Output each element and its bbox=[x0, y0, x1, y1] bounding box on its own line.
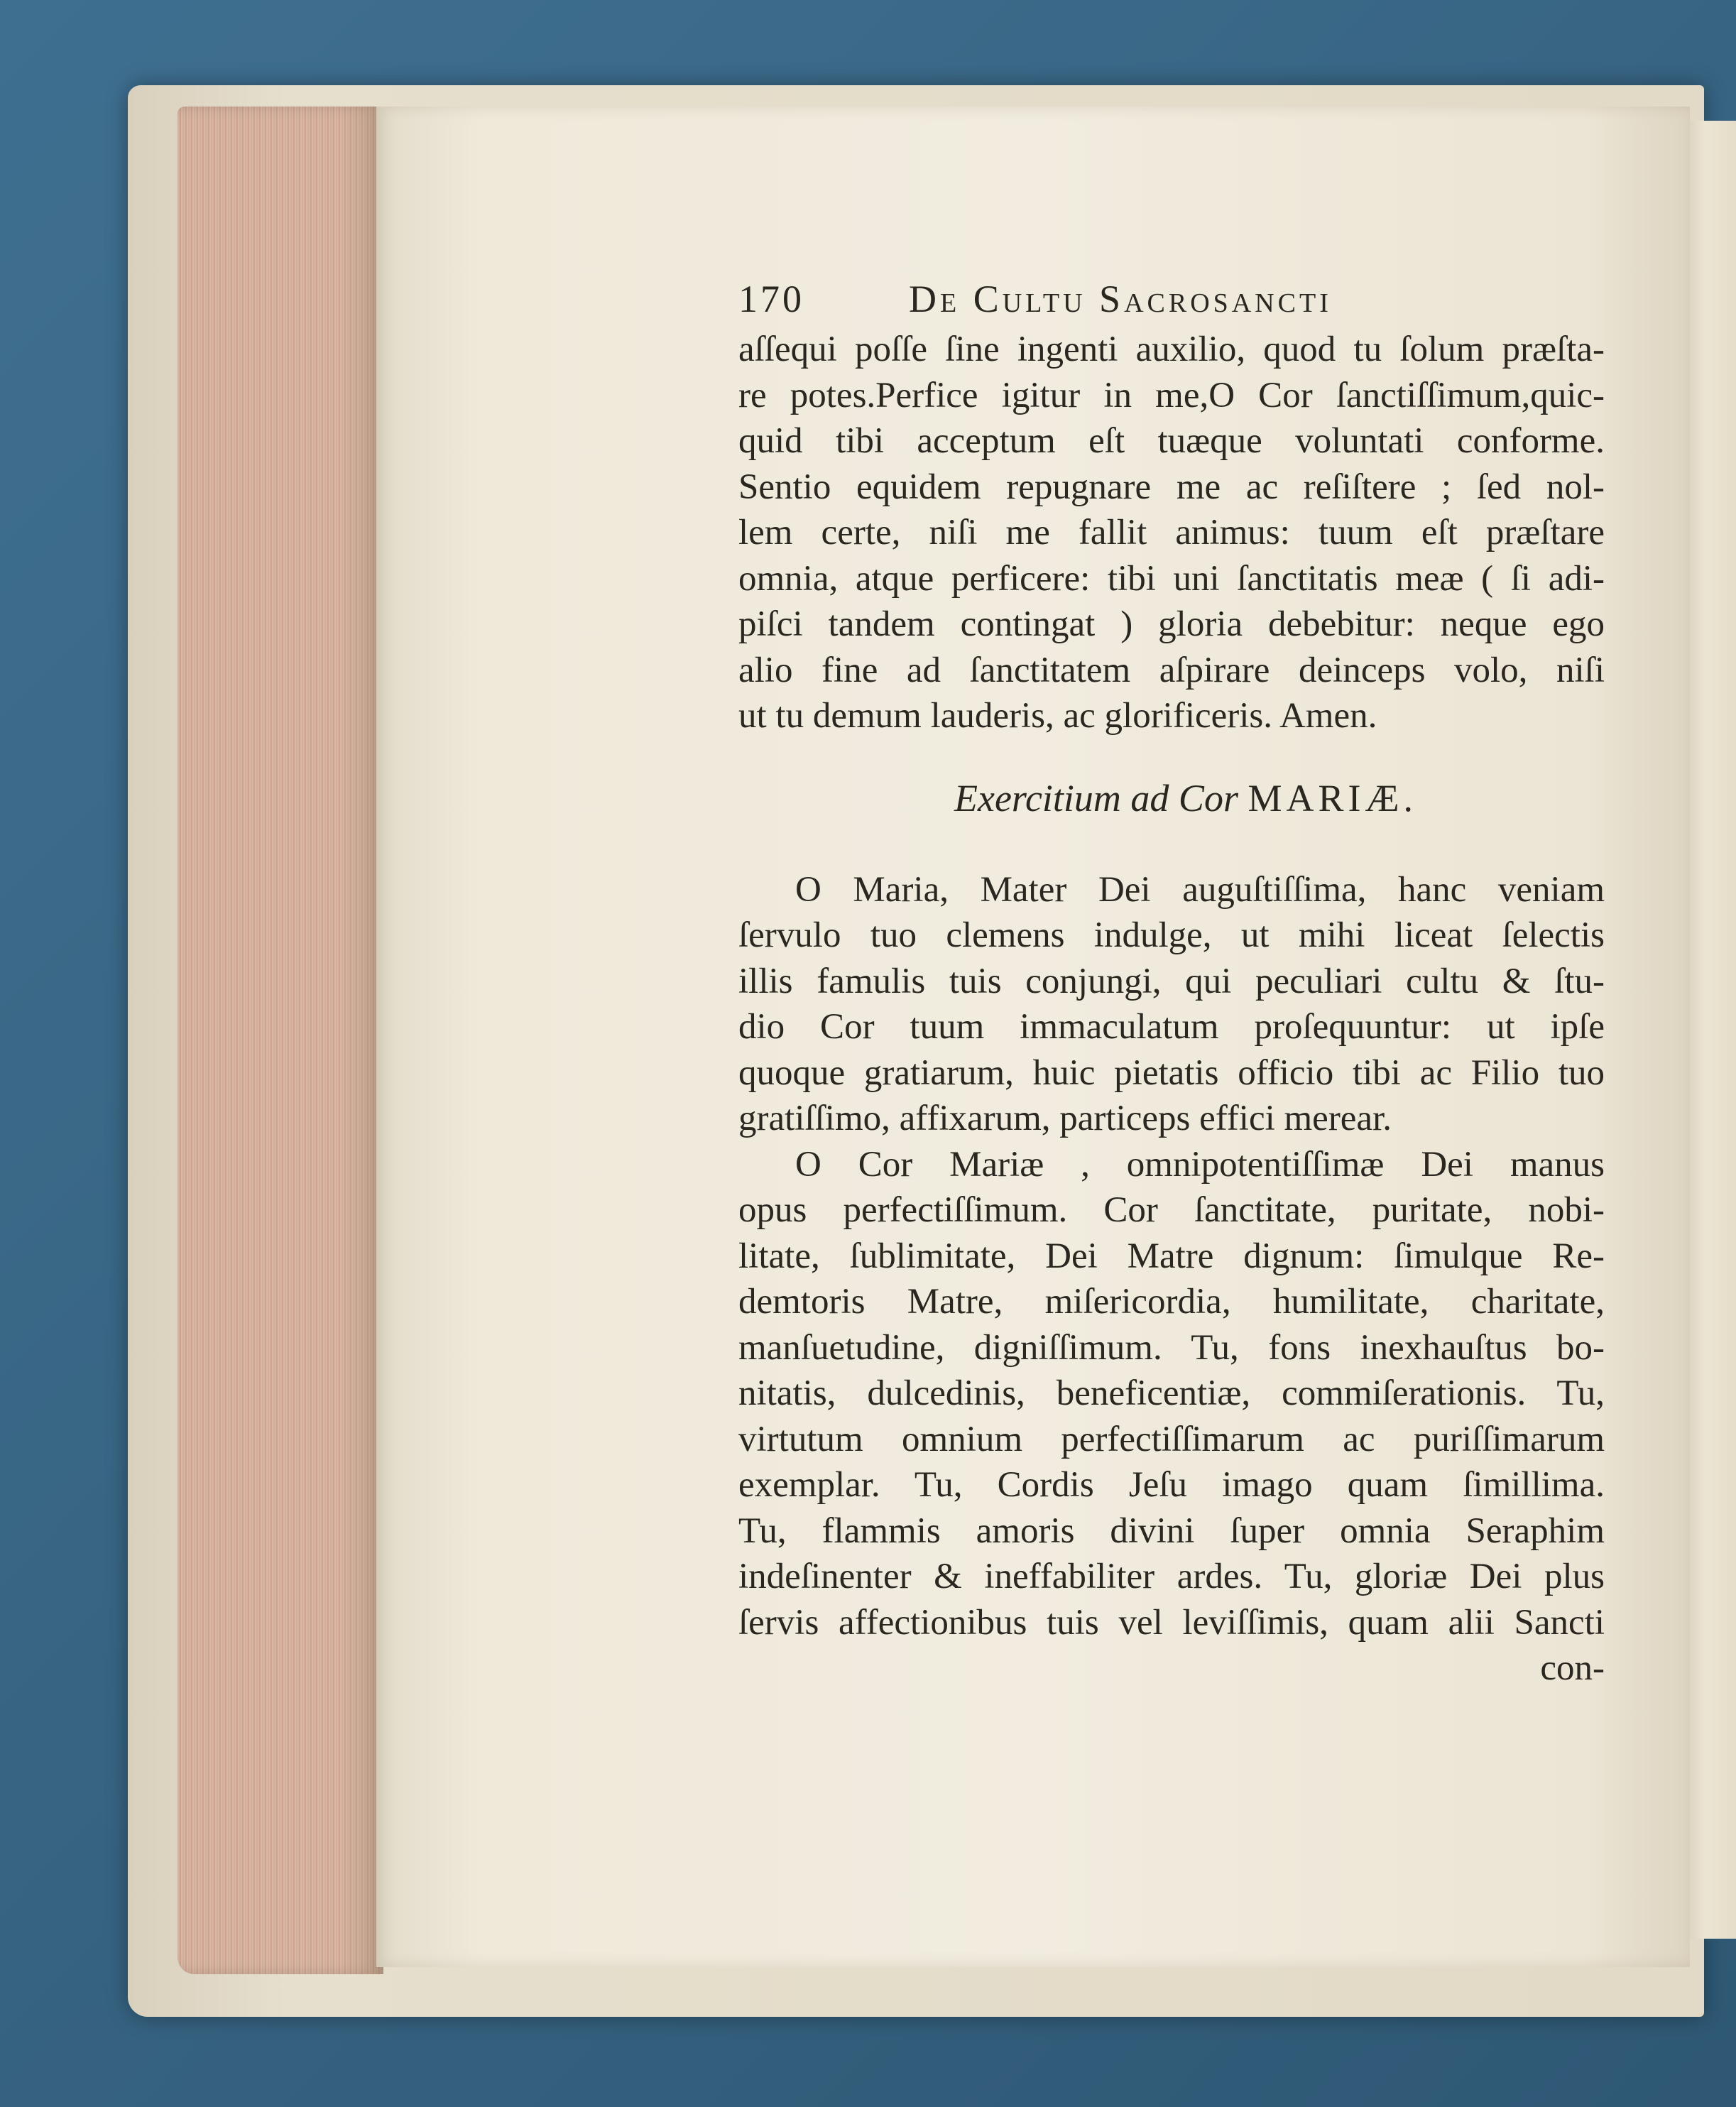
catchword: con- bbox=[1540, 1648, 1605, 1688]
text-line: illis famulis tuis conjungi, qui peculiari cultu & ſtu- bbox=[738, 961, 1605, 1001]
paragraph-2 bbox=[738, 867, 1605, 1142]
text-line: Sentio equidem repugnare me ac reſiſtere ; ſed nol- bbox=[738, 467, 1605, 507]
text-line: nitatis, dulcedinis, beneficentiæ, commiſerationis. Tu, bbox=[738, 1373, 1605, 1413]
text-line: demtoris Matre, miſericordia, humilitate, charitate, bbox=[738, 1282, 1605, 1322]
page-number: 170 bbox=[738, 278, 804, 320]
text-line: indeſinenter & ineffabiliter ardes. Tu, gloriæ Dei plus bbox=[738, 1557, 1605, 1596]
page-header bbox=[738, 277, 1605, 327]
text-line: O Cor Mariæ , omnipotentiſſimæ Dei manus bbox=[795, 1144, 1605, 1185]
text-line: aſſequi poſſe ſine ingenti auxilio, quod tu ſolum præſta- bbox=[738, 330, 1605, 369]
text-line: gratiſſimo, affixarum, particeps effici merear. bbox=[738, 1099, 1392, 1138]
paragraph-1 bbox=[738, 327, 1605, 739]
text-line: dio Cor tuum immaculatum proſequuntur: ut ipſe bbox=[738, 1007, 1605, 1047]
text-line: re potes.Perfice igitur in me,O Cor ſanctiſſimum,quic- bbox=[738, 375, 1605, 415]
text-line: manſuetudine, digniſſimum. Tu, fons inexhauſtus bo- bbox=[738, 1327, 1605, 1368]
text-line: ſervulo tuo clemens indulge, ut mihi liceat ſelectis bbox=[738, 915, 1605, 955]
text-line: piſci tandem contingat ) gloria debebitur: neque ego bbox=[738, 604, 1605, 644]
text-line: litate, ſublimitate, Dei Matre dignum: ſimulque Re- bbox=[738, 1236, 1605, 1276]
text-line: quoque gratiarum, huic pietatis officio tibi ac Filio tuo bbox=[738, 1052, 1605, 1093]
text-line: lem certe, niſi me fallit animus: tuum eſt præſtare bbox=[738, 513, 1605, 552]
text-line: exemplar. Tu, Cordis Jeſu imago quam ſimillima. bbox=[738, 1465, 1605, 1505]
section-heading bbox=[738, 773, 1605, 823]
facing-page-edge bbox=[1683, 121, 1736, 1939]
text-line: O Maria, Mater Dei auguſtiſſima, hanc veniam bbox=[795, 869, 1605, 910]
text-line: virtutum omnium perfectiſſimarum ac puriſſimarum bbox=[738, 1419, 1605, 1459]
text-line: ſervis affectionibus tuis vel leviſſimis, quam alii Sancti bbox=[738, 1602, 1605, 1643]
text-line: opus perfectiſſimum. Cor ſanctitate, puritate, nobi- bbox=[738, 1190, 1605, 1230]
text-line: omnia, atque perficere: tibi uni ſanctitatis meæ ( ſi adi- bbox=[738, 558, 1605, 599]
text-line: ut tu demum lauderis, ac glorificeris. Amen. bbox=[738, 696, 1377, 736]
text-line: alio fine ad ſanctitatem aſpirare deinceps volo, niſi bbox=[738, 650, 1605, 690]
text-line: Tu, flammis amoris divini ſuper omnia Seraphim bbox=[738, 1510, 1605, 1551]
page-text bbox=[738, 277, 1605, 1692]
section-heading-italic: Exercitium ad Cor bbox=[954, 776, 1238, 820]
text-line: quid tibi acceptum eſt tuæque voluntati conforme. bbox=[738, 421, 1605, 461]
running-title: De Cultu Sacrosancti bbox=[909, 278, 1332, 320]
paragraph-3 bbox=[738, 1142, 1605, 1646]
section-heading-caps: MARIÆ. bbox=[1248, 776, 1417, 820]
